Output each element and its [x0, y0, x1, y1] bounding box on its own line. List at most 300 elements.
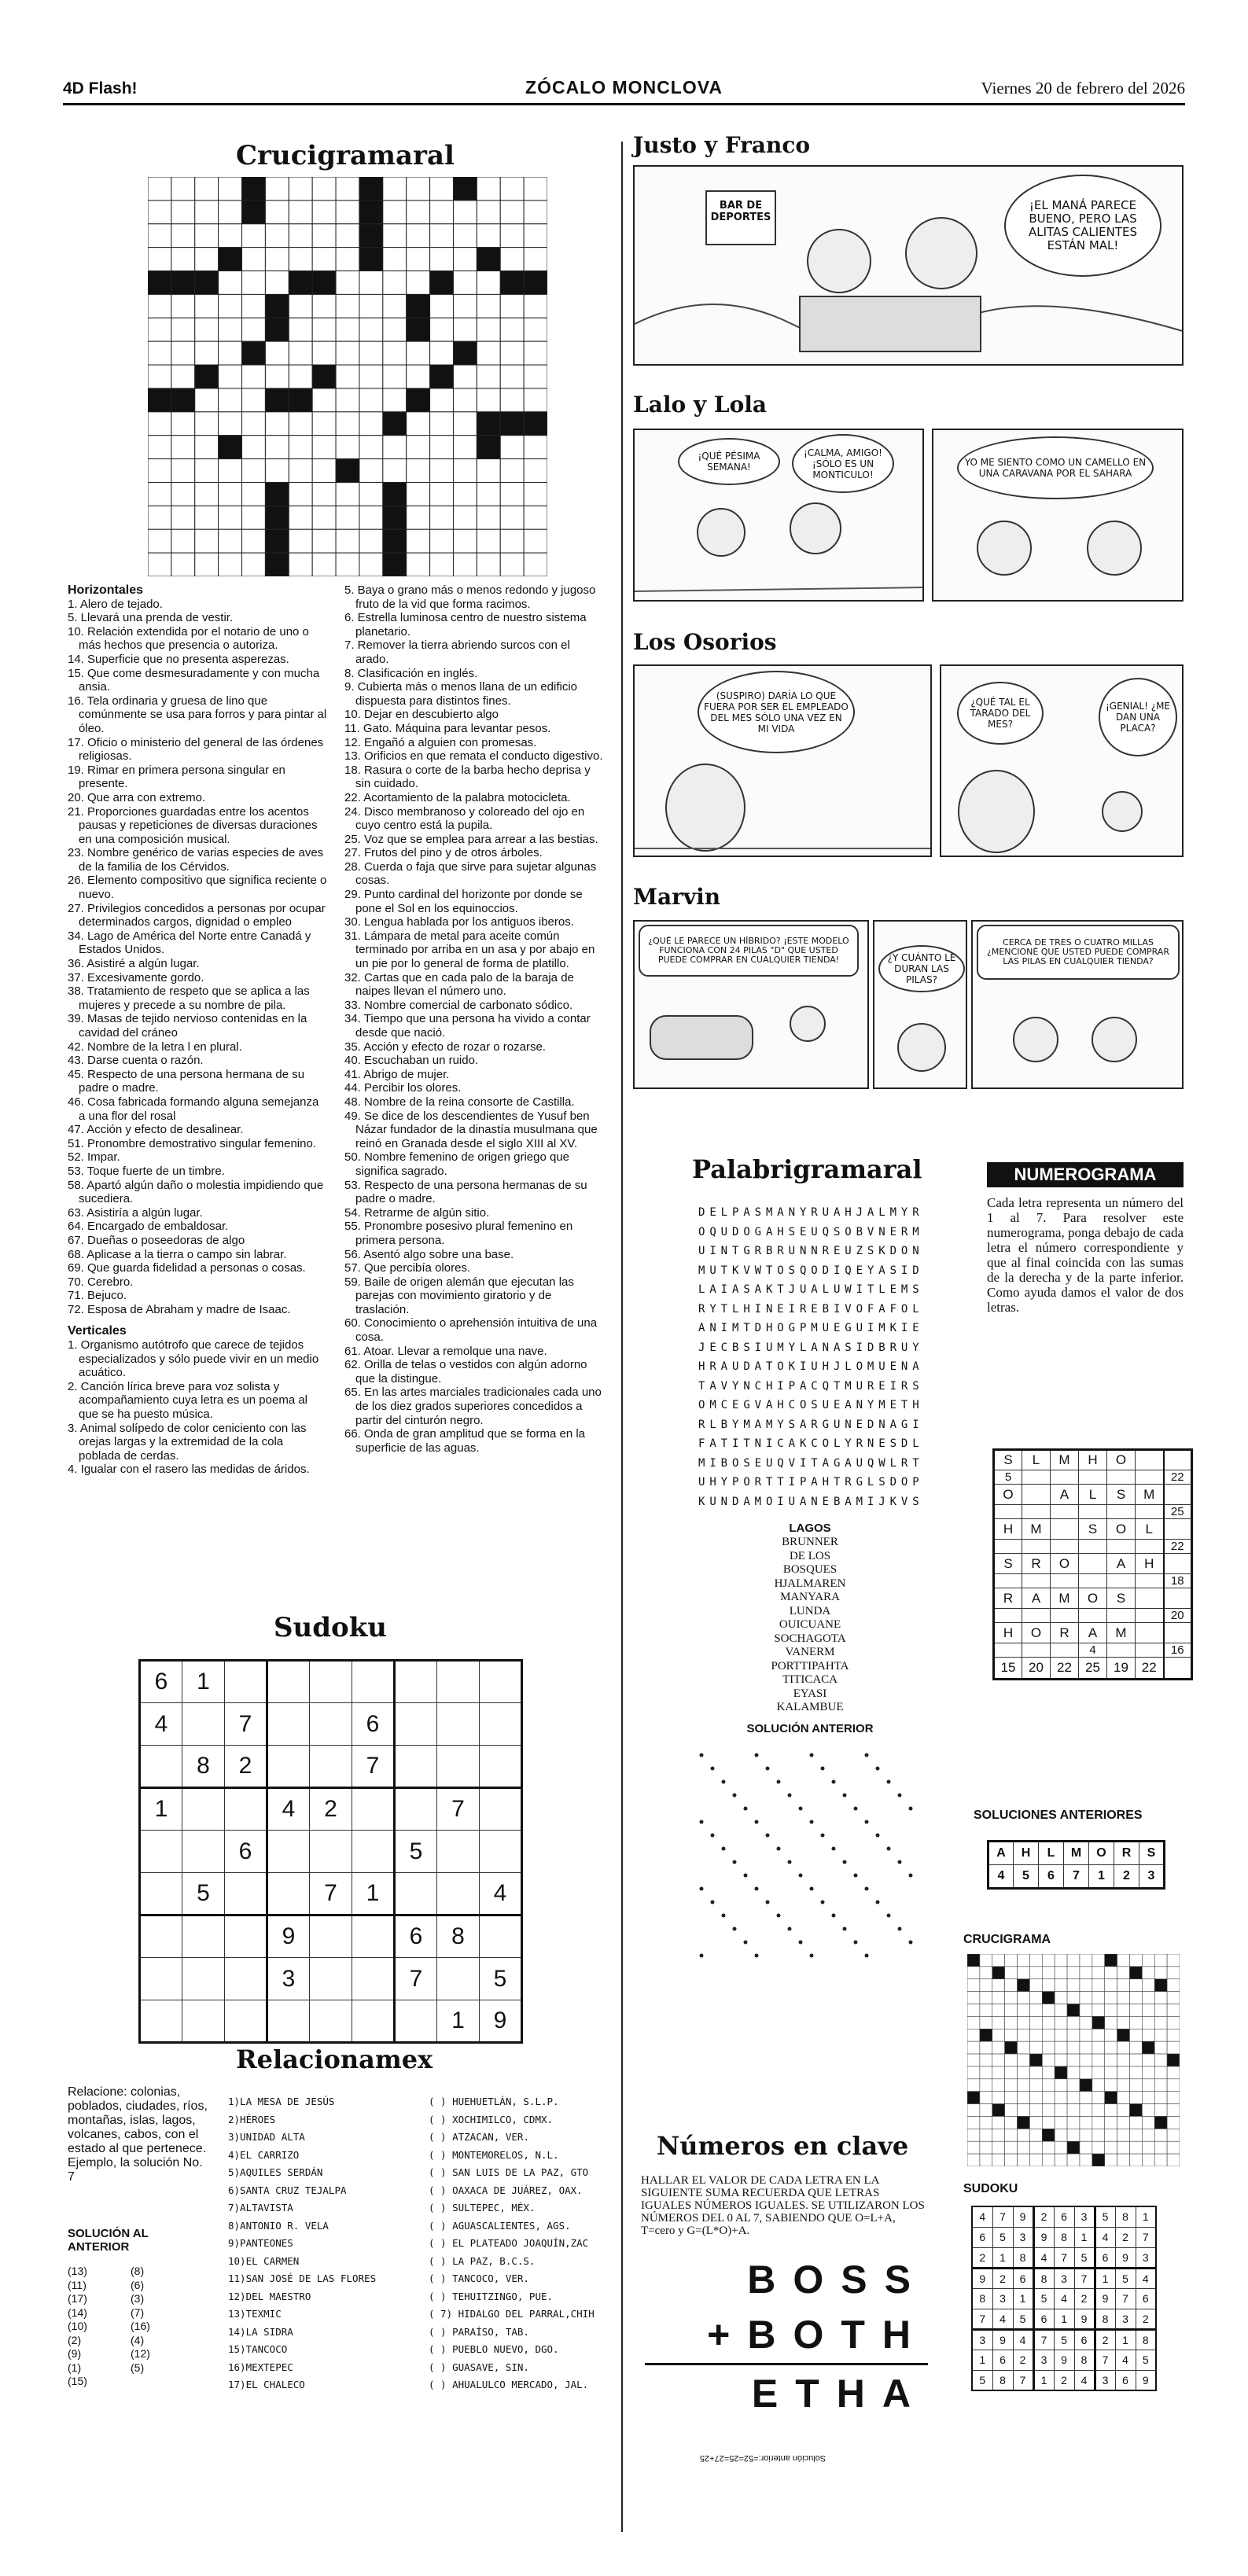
wordsearch-row[interactable]: UHYPORTTIPAHTRGLSDOP — [698, 1476, 924, 1489]
state-item[interactable]: ( ) PUEBLO NUEVO, DGO. — [429, 2343, 559, 2355]
sudoku-cell[interactable] — [395, 1873, 437, 1915]
numerograma-cell[interactable] — [1022, 1540, 1051, 1554]
clue: 56. Asentó algo sobre una base. — [344, 1247, 514, 1261]
state-item[interactable]: ( 7) HIDALGO DEL PARRAL,CHIH — [429, 2308, 595, 2320]
numerograma-cell[interactable]: O — [1051, 1554, 1079, 1574]
sudoku-cell[interactable] — [352, 1661, 395, 1703]
numerograma-cell[interactable] — [1022, 1485, 1051, 1505]
numerograma-cell[interactable]: S — [994, 1554, 1022, 1574]
sudoku-cell[interactable]: 7 — [225, 1703, 267, 1746]
relacionamex-states[interactable] — [429, 2093, 617, 2394]
relacionamex-solution-heading: SOLUCIÓN AL ANTERIOR — [68, 2227, 149, 2254]
solution-letter-mark — [722, 1847, 726, 1851]
numerograma-cell[interactable] — [1164, 1554, 1192, 1574]
numerograma-cell[interactable] — [994, 1609, 1022, 1623]
numerograma-cell[interactable] — [1107, 1540, 1136, 1554]
wordsearch-row[interactable]: OQUDOGAHSEUQSOBVNERM — [698, 1225, 924, 1238]
solution-letter-mark — [865, 1754, 869, 1757]
sudoku-cell[interactable] — [437, 1661, 480, 1703]
crossword-block — [171, 388, 195, 412]
numerograma-cell[interactable]: R — [1022, 1554, 1051, 1574]
sudoku-cell[interactable] — [267, 1873, 310, 1915]
numerograma-cell[interactable]: O — [1079, 1588, 1107, 1609]
sudoku-cell[interactable] — [480, 1703, 522, 1746]
numerograma-cell[interactable] — [1107, 1609, 1136, 1623]
crossword-block — [148, 388, 171, 412]
clue: 25. Voz que se emplea para arrear a las bestias. — [344, 832, 598, 846]
numerograma-cell[interactable]: O — [1107, 1519, 1136, 1540]
wordsearch-row[interactable]: JECBSIUMYLANASIDBRUY — [698, 1341, 924, 1354]
numerograma-cell[interactable]: R — [1051, 1623, 1079, 1643]
previous-crossword-cell — [1105, 1992, 1117, 2004]
state-item[interactable]: ( ) TANCOCO, VER. — [429, 2272, 529, 2284]
numerograma-cell[interactable]: 22 — [1164, 1470, 1192, 1485]
sudoku-cell[interactable] — [225, 2000, 267, 2043]
sudoku-grid[interactable] — [138, 1659, 523, 2044]
crossword-cell — [148, 294, 171, 318]
sudoku-cell[interactable]: 4 — [480, 1873, 522, 1915]
crossword-block — [265, 318, 289, 341]
previous-crossword-cell — [1142, 2004, 1154, 2017]
wordsearch-row[interactable]: ANIMTDHOGPMUEGUIMKIE — [698, 1322, 924, 1334]
clue: 6. Estrella luminosa centro de nuestro sistema planetario. — [344, 611, 587, 638]
previous-crossword-cell — [1018, 2079, 1030, 2092]
crossword-cell — [289, 506, 312, 529]
wordsearch-row[interactable]: LAIASAKTJUALUWITLEMS — [698, 1283, 924, 1296]
numerograma-cell[interactable]: O — [1107, 1450, 1136, 1470]
numerograma-cell[interactable]: 25 — [1079, 1658, 1107, 1680]
crossword-block — [265, 529, 289, 553]
clue: 66. Onda de gran amplitud que se forma en la superficie de las aguas. — [344, 1427, 586, 1455]
numerograma-cell[interactable] — [1051, 1643, 1079, 1658]
numerograma-cell[interactable] — [1164, 1485, 1192, 1505]
numerograma-cell[interactable]: A — [1079, 1623, 1107, 1643]
numerograma-cell[interactable] — [1079, 1505, 1107, 1519]
numerograma-cell[interactable] — [1107, 1505, 1136, 1519]
previous-crossword-cell — [1105, 2141, 1117, 2154]
numerograma-cell[interactable]: 20 — [1164, 1609, 1192, 1623]
previous-crossword-cell — [1092, 1979, 1105, 1992]
numerograma-cell[interactable]: L — [1079, 1485, 1107, 1505]
crossword-cell — [312, 436, 336, 459]
state-item[interactable]: ( ) ATZACAN, VER. — [429, 2131, 529, 2143]
previous-crossword-cell — [1117, 2092, 1130, 2104]
numerograma-cell[interactable]: H — [1136, 1554, 1164, 1574]
crossword-cell — [359, 459, 383, 483]
crossword-cell — [336, 365, 359, 388]
numerograma-cell[interactable] — [1164, 1450, 1192, 1470]
sudoku-cell[interactable] — [437, 1958, 480, 2000]
sudoku-cell[interactable] — [395, 1661, 437, 1703]
state-item[interactable]: ( ) GUASAVE, SIN. — [429, 2361, 529, 2373]
sudoku-cell[interactable]: 6 — [225, 1831, 267, 1873]
sudoku-cell[interactable] — [480, 1788, 522, 1831]
numerograma-cell[interactable] — [1079, 1554, 1107, 1574]
numerograma-cell[interactable]: 19 — [1107, 1658, 1136, 1680]
solution-value: (1) — [68, 2361, 82, 2374]
numerograma-cell[interactable]: A — [1051, 1485, 1079, 1505]
sudoku-cell[interactable] — [225, 1873, 267, 1915]
sudoku-cell[interactable]: 7 — [437, 1788, 480, 1831]
previous-crossword-cell — [1067, 2079, 1080, 2092]
wordsearch-row[interactable]: HRAUDATOKIUHJLOMUENA — [698, 1360, 924, 1373]
numerograma-cell[interactable] — [1051, 1470, 1079, 1485]
numerograma-cell[interactable]: O — [1022, 1623, 1051, 1643]
sudoku-cell[interactable] — [480, 1915, 522, 1958]
sudoku-cell[interactable]: 2 — [225, 1746, 267, 1788]
crossword-cell — [453, 365, 477, 388]
crossword-cell — [500, 201, 524, 224]
previous-crossword-cell — [980, 2129, 992, 2141]
numerograma-cell[interactable]: L — [1022, 1450, 1051, 1470]
numerograma-cell[interactable]: A — [1107, 1554, 1136, 1574]
numerograma-cell[interactable] — [1051, 1519, 1079, 1540]
sudoku-cell[interactable] — [140, 1873, 182, 1915]
numerograma-cell[interactable]: H — [994, 1623, 1022, 1643]
sudoku-cell: 4 — [972, 2206, 992, 2227]
sudoku-cell: 9 — [992, 2329, 1013, 2350]
sudoku-cell: 5 — [1033, 2288, 1054, 2309]
sudoku-cell[interactable] — [395, 2000, 437, 2043]
solution-row — [68, 2279, 193, 2293]
sudoku-cell[interactable] — [140, 1831, 182, 1873]
previous-crossword-cell — [1167, 2129, 1180, 2141]
numerograma-cell[interactable] — [1136, 1623, 1164, 1643]
sudoku-cell[interactable] — [437, 1873, 480, 1915]
sudoku-cell[interactable] — [182, 1703, 225, 1746]
numerograma-cell[interactable] — [1164, 1519, 1192, 1540]
sudoku-cell: 3 — [1074, 2206, 1095, 2227]
numerograma-cell[interactable] — [1022, 1574, 1051, 1588]
solution-letter-mark — [777, 1914, 781, 1918]
numerograma-cell[interactable]: M — [1136, 1485, 1164, 1505]
numerograma-cell[interactable]: S — [1107, 1485, 1136, 1505]
sudoku-cell[interactable] — [267, 1703, 310, 1746]
sudoku-cell[interactable]: 8 — [437, 1915, 480, 1958]
sudoku-cell[interactable] — [310, 2000, 352, 2043]
previous-crossword-cell — [1167, 1954, 1180, 1967]
sudoku-cell[interactable] — [352, 1831, 395, 1873]
state-item[interactable]: ( ) OAXACA DE JUÁREZ, OAX. — [429, 2184, 583, 2196]
previous-crossword-cell — [1105, 2104, 1117, 2117]
previous-crossword-cell — [1142, 1967, 1154, 1979]
solution-letter-mark — [700, 1887, 704, 1891]
crossword-cell — [289, 201, 312, 224]
sudoku-cell[interactable] — [352, 1915, 395, 1958]
numerograma-cell[interactable]: 25 — [1164, 1505, 1192, 1519]
crossword-cell — [336, 341, 359, 365]
clue: 49. Se dice de los descendientes de Yusuf ben Názar fundador de la dinastía musulmana que reinó en Granada desde el siglo XIII al XV. — [344, 1109, 598, 1150]
wordsearch-row[interactable]: MUTKVWTOSQODIQEYASID — [698, 1264, 924, 1277]
sudoku-cell[interactable] — [182, 1915, 225, 1958]
wordsearch-row[interactable]: UINTGRBRUNNREUZSKDON — [698, 1245, 924, 1257]
numerograma-cell[interactable]: S — [1107, 1588, 1136, 1609]
previous-crossword-cell — [1029, 2041, 1042, 2054]
solution-letter-mark — [854, 1807, 858, 1811]
crossword-cell — [336, 482, 359, 506]
sudoku-cell[interactable] — [352, 1958, 395, 2000]
state-item[interactable]: ( ) SULTEPEC, MÉX. — [429, 2202, 536, 2214]
numerograma-cell[interactable] — [994, 1505, 1022, 1519]
sudoku-cell[interactable] — [310, 1915, 352, 1958]
numerograma-cell[interactable]: M — [1051, 1588, 1079, 1609]
numerograma-cell[interactable] — [1051, 1505, 1079, 1519]
wordsearch-row[interactable]: DELPASMANYRUAHJALMYR — [698, 1206, 924, 1219]
crossword-block — [242, 177, 266, 201]
sudoku-cell[interactable]: 6 — [140, 1661, 182, 1703]
state-item[interactable]: ( ) PARAÍSO, TAB. — [429, 2325, 529, 2338]
previous-crossword-cell — [1018, 1967, 1030, 1979]
comic-lalo-panel1 — [633, 429, 924, 602]
crossword-cell — [219, 271, 242, 295]
sudoku-cell[interactable] — [310, 1703, 352, 1746]
state-item[interactable]: ( ) MONTEMORELOS, N.L. — [429, 2148, 559, 2161]
numerograma-cell[interactable]: 22 — [1136, 1658, 1164, 1680]
clue: 33. Nombre comercial de carbonato sódico. — [344, 998, 573, 1012]
sudoku-cell[interactable]: 3 — [267, 1958, 310, 2000]
wordsearch-row[interactable]: RLBYMAMYSARGUNEDNAGI — [698, 1418, 924, 1431]
numerograma-cell[interactable] — [1079, 1470, 1107, 1485]
numerograma-cell[interactable] — [1136, 1588, 1164, 1609]
sudoku-cell[interactable] — [182, 2000, 225, 2043]
sudoku-cell[interactable] — [480, 1661, 522, 1703]
numerograma-cell[interactable]: M — [1051, 1450, 1079, 1470]
previous-crossword-cell — [1080, 2104, 1092, 2117]
previous-crossword-cell — [1142, 2154, 1154, 2166]
numerograma-grid[interactable] — [992, 1448, 1193, 1680]
sudoku-cell[interactable] — [395, 1703, 437, 1746]
clue: 1. Organismo autótrofo que carece de tejidos especializados y sólo puede vivir en un medio acuático. — [68, 1338, 319, 1380]
wordsearch-word: HJALMAREN — [774, 1577, 846, 1590]
numerograma-cell[interactable] — [994, 1540, 1022, 1554]
state-item[interactable]: ( ) HUEHUETLÁN, S.L.P. — [429, 2096, 559, 2107]
numerograma-cell[interactable] — [994, 1574, 1022, 1588]
sudoku-cell[interactable] — [395, 1746, 437, 1788]
sudoku-cell[interactable] — [480, 1746, 522, 1788]
crossword-cell — [430, 459, 454, 483]
wordsearch-row[interactable]: OMCEGVAHCOSUEANYMETH — [698, 1399, 924, 1411]
numerograma-cell[interactable] — [1079, 1540, 1107, 1554]
solution-value: (12) — [131, 2347, 150, 2360]
numerograma-cell[interactable] — [1136, 1470, 1164, 1485]
previous-crossword-cell — [1055, 2041, 1067, 2054]
previous-crossword-cell — [1042, 1954, 1055, 1967]
sudoku-cell: 1 — [1033, 2370, 1054, 2390]
numerograma-cell[interactable] — [1136, 1450, 1164, 1470]
wordsearch-grid[interactable] — [698, 1203, 1005, 1511]
sudoku-cell[interactable] — [182, 1831, 225, 1873]
sudoku-cell[interactable]: 1 — [437, 2000, 480, 2043]
sudoku-cell[interactable]: 1 — [182, 1661, 225, 1703]
previous-crossword-cell — [992, 2141, 1005, 2154]
sudoku-cell[interactable] — [310, 1831, 352, 1873]
sudoku-cell[interactable]: 6 — [352, 1703, 395, 1746]
sudoku-cell[interactable] — [225, 1661, 267, 1703]
sudoku-cell[interactable]: 7 — [395, 1958, 437, 2000]
numerograma-cell[interactable] — [1136, 1540, 1164, 1554]
wordsearch-row[interactable]: RYTLHINEIREBIVOFAFOL — [698, 1302, 924, 1316]
numerograma-cell[interactable] — [1051, 1574, 1079, 1588]
sudoku-cell[interactable] — [437, 1703, 480, 1746]
sudoku-cell[interactable]: 8 — [182, 1746, 225, 1788]
numerograma-cell[interactable] — [1022, 1470, 1051, 1485]
numerograma-cell[interactable]: S — [1079, 1519, 1107, 1540]
sudoku-cell[interactable] — [140, 1746, 182, 1788]
numerograma-cell[interactable] — [1079, 1574, 1107, 1588]
sudoku-cell[interactable] — [310, 1746, 352, 1788]
sudoku-cell[interactable] — [140, 1958, 182, 2000]
state-item[interactable]: ( ) XOCHIMILCO, CDMX. — [429, 2113, 554, 2125]
sudoku-cell[interactable] — [437, 1831, 480, 1873]
numerograma-cell[interactable] — [1136, 1643, 1164, 1658]
numerograma-cell[interactable]: L — [1136, 1519, 1164, 1540]
numerograma-cell[interactable]: O — [994, 1485, 1022, 1505]
crossword-cell — [148, 553, 171, 576]
numerograma-cell[interactable] — [1022, 1643, 1051, 1658]
sudoku-cell[interactable] — [267, 1661, 310, 1703]
sudoku-cell[interactable] — [352, 1788, 395, 1831]
state-item[interactable]: ( ) TEHUITZINGO, PUE. — [429, 2290, 554, 2302]
numerograma-cell[interactable]: H — [994, 1519, 1022, 1540]
wordsearch-row[interactable]: TAVYNCHIPACQTMUREIRS — [698, 1379, 924, 1393]
sudoku-cell[interactable] — [310, 1958, 352, 2000]
sudoku-cell[interactable] — [182, 1958, 225, 2000]
numerograma-cell[interactable] — [1022, 1505, 1051, 1519]
state-item[interactable]: ( ) LA PAZ, B.C.S. — [429, 2254, 536, 2267]
crossword-cell — [312, 341, 336, 365]
solution-letter-mark — [788, 1860, 792, 1864]
sudoku-cell[interactable] — [225, 1788, 267, 1831]
sudoku-cell[interactable]: 4 — [267, 1788, 310, 1831]
crossword-cell — [407, 224, 430, 248]
numerograma-cell[interactable]: 18 — [1164, 1574, 1192, 1588]
sudoku-cell[interactable] — [225, 1958, 267, 2000]
sudoku-cell[interactable] — [140, 1915, 182, 1958]
place-item: 16)MEXTEPEC — [228, 2361, 293, 2373]
sudoku-cell[interactable]: 9 — [480, 2000, 522, 2043]
sudoku-cell[interactable]: 1 — [140, 1788, 182, 1831]
numerograma-cell[interactable] — [1051, 1609, 1079, 1623]
sudoku-cell[interactable]: 5 — [395, 1831, 437, 1873]
solution-letter-mark — [766, 1834, 770, 1838]
numerograma-cell[interactable]: 4 — [1079, 1643, 1107, 1658]
sudoku-cell[interactable]: 5 — [182, 1873, 225, 1915]
sudoku-cell[interactable] — [140, 2000, 182, 2043]
numerograma-cell[interactable]: 22 — [1164, 1540, 1192, 1554]
sudoku-cell[interactable]: 4 — [140, 1703, 182, 1746]
crossword-cell — [312, 318, 336, 341]
numerograma-cell[interactable]: 5 — [994, 1470, 1022, 1485]
numerograma-cell[interactable]: M — [1022, 1519, 1051, 1540]
numerograma-cell[interactable] — [1164, 1658, 1192, 1680]
solution-row — [68, 2334, 193, 2348]
crossword-cell — [195, 482, 219, 506]
previous-crossword-cell — [967, 2129, 980, 2141]
previous-crossword-cell — [1105, 2004, 1117, 2017]
previous-crossword-cell — [1018, 2092, 1030, 2104]
crossword-title: Crucigramaral — [236, 140, 455, 171]
numerograma-cell[interactable]: M — [1107, 1623, 1136, 1643]
sudoku-cell[interactable]: 5 — [480, 1958, 522, 2000]
previous-crossword-cell — [1005, 2066, 1018, 2079]
state-item[interactable]: ( ) EL PLATEADO JOAQUÍN,ZAC — [429, 2237, 589, 2249]
numerograma-cell[interactable] — [1079, 1609, 1107, 1623]
sudoku-cell[interactable]: 7 — [352, 1746, 395, 1788]
numerograma-cell[interactable]: 22 — [1051, 1658, 1079, 1680]
numerograma-cell[interactable] — [1022, 1609, 1051, 1623]
sudoku-cell: 4 — [1095, 2227, 1115, 2247]
sudoku-cell[interactable] — [480, 1831, 522, 1873]
crossword-cell — [407, 506, 430, 529]
crossword-cell — [148, 318, 171, 341]
state-item[interactable]: ( ) AGUASCALIENTES, AGS. — [429, 2219, 571, 2232]
sudoku-cell[interactable]: 7 — [310, 1873, 352, 1915]
numerograma-cell[interactable] — [1107, 1574, 1136, 1588]
crossword-cell — [500, 436, 524, 459]
numerograma-cell[interactable] — [994, 1643, 1022, 1658]
sudoku-cell[interactable] — [395, 1788, 437, 1831]
sudoku-cell[interactable]: 6 — [395, 1915, 437, 1958]
previous-crossword-cell — [1055, 2016, 1067, 2029]
numerograma-cell[interactable]: 20 — [1022, 1658, 1051, 1680]
numerograma-cell[interactable]: 15 — [994, 1658, 1022, 1680]
numerograma-cell[interactable] — [1164, 1588, 1192, 1609]
sudoku-cell[interactable] — [267, 1746, 310, 1788]
wordsearch-row[interactable]: KUNDAMOIUANEBAMIJKVS — [698, 1495, 924, 1508]
crossword-cell — [477, 341, 500, 365]
crossword-cell — [383, 436, 407, 459]
crossword-grid[interactable] — [148, 177, 547, 576]
sudoku-cell[interactable]: 1 — [352, 1873, 395, 1915]
numerograma-cell[interactable] — [1107, 1470, 1136, 1485]
crossword-cell — [407, 248, 430, 271]
wordsearch-word: LUNDA — [789, 1604, 831, 1617]
sudoku-cell[interactable] — [352, 2000, 395, 2043]
sudoku-cell[interactable] — [437, 1746, 480, 1788]
numerograma-cell[interactable]: 16 — [1164, 1643, 1192, 1658]
state-item[interactable]: ( ) AHUALULCO MERCADO, JAL. — [429, 2379, 589, 2390]
sudoku-cell[interactable] — [310, 1661, 352, 1703]
sudoku-cell[interactable] — [267, 1831, 310, 1873]
numerograma-cell[interactable]: S — [994, 1450, 1022, 1470]
numerograma-cell[interactable]: R — [994, 1588, 1022, 1609]
clue: 40. Escuchaban un ruido. — [344, 1054, 479, 1068]
solution-letter-mark — [898, 1927, 902, 1931]
numerograma-cell[interactable]: H — [1079, 1450, 1107, 1470]
sudoku-cell[interactable] — [225, 1915, 267, 1958]
numerograma-cell[interactable] — [1107, 1643, 1136, 1658]
crossword-cell — [407, 271, 430, 295]
wordsearch-row[interactable]: FATITNICAKCOLYRNESDL — [698, 1437, 924, 1450]
crossword-block — [265, 482, 289, 506]
clue: 21. Proporciones guardadas entre los acentos pausas y repeticiones de diversas duraciones en una composición musical. — [68, 804, 318, 846]
sudoku-cell[interactable] — [267, 2000, 310, 2043]
numerograma-cell[interactable]: A — [1022, 1588, 1051, 1609]
state-item[interactable]: ( ) SAN LUIS DE LA PAZ, GTO — [429, 2166, 589, 2178]
sudoku-cell[interactable]: 2 — [310, 1788, 352, 1831]
numerograma-cell[interactable] — [1136, 1609, 1164, 1623]
numerograma-cell[interactable] — [1136, 1505, 1164, 1519]
sudoku-cell[interactable] — [182, 1788, 225, 1831]
wordsearch-row[interactable]: MIBOSEUQVITAGAUQWLRT — [698, 1456, 924, 1470]
numerograma-cell[interactable] — [1051, 1540, 1079, 1554]
previous-crossword-cell — [1167, 2079, 1180, 2092]
crossword-block — [359, 201, 383, 224]
sudoku-cell[interactable]: 9 — [267, 1915, 310, 1958]
numerograma-cell[interactable] — [1136, 1574, 1164, 1588]
numerograma-cell[interactable] — [1164, 1623, 1192, 1643]
crossword-cell — [453, 553, 477, 576]
